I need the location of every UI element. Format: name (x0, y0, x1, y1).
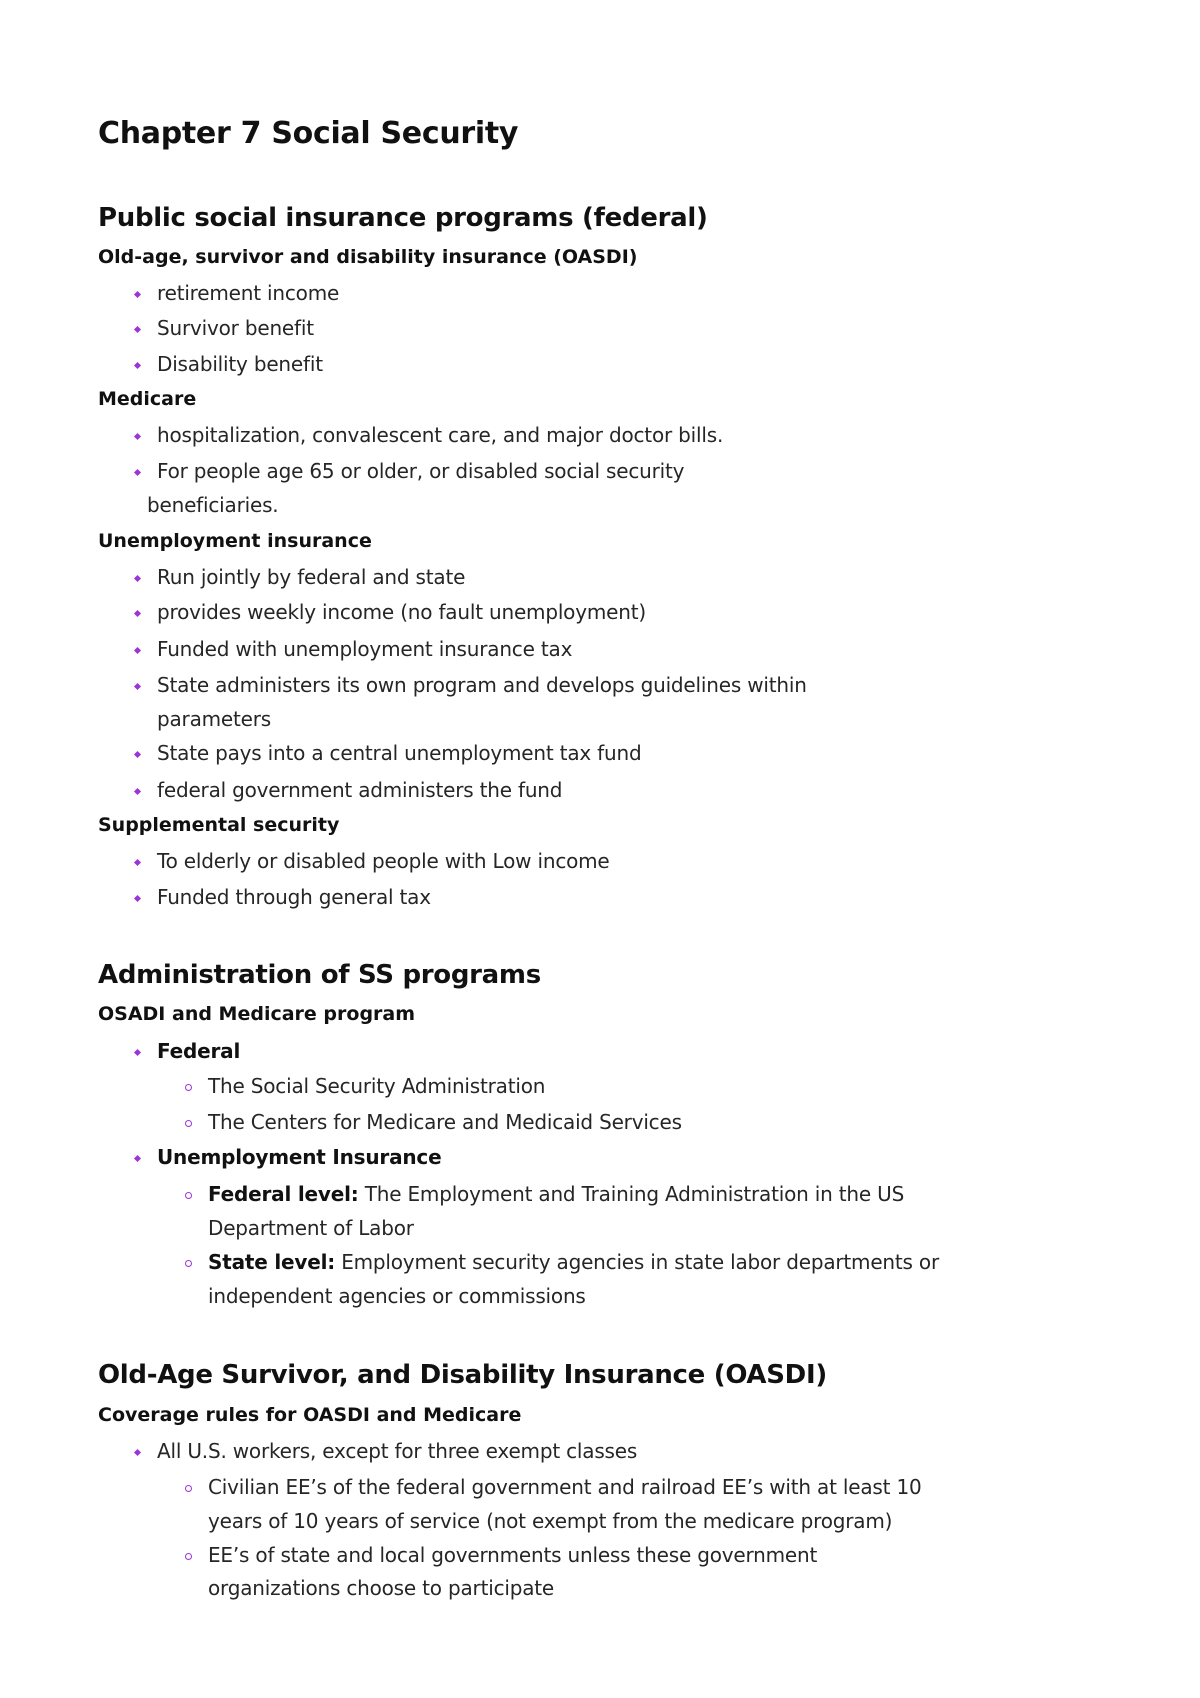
subheading-supplemental-security: Supplemental security (98, 814, 340, 836)
bullet-icon (134, 362, 141, 369)
bullet-icon (134, 683, 141, 690)
list-item: All U.S. workers, except for three exempt classes (157, 1439, 638, 1463)
subheading-oasdi: Old-age, survivor and disability insurance (OASDI) (98, 246, 638, 268)
sub-bullet-icon (185, 1260, 192, 1267)
bullet-icon (134, 859, 141, 866)
section-heading-administration: Administration of SS programs (98, 960, 541, 990)
bullet-icon (134, 788, 141, 795)
page-title: Chapter 7 Social Security (98, 116, 519, 151)
list-item: Run jointly by federal and state (157, 565, 466, 589)
bullet-icon (134, 751, 141, 758)
bullet-icon (134, 1155, 141, 1162)
state-level-label: State level: (208, 1250, 336, 1274)
sub-bullet-icon (185, 1084, 192, 1091)
bullet-icon (134, 1049, 141, 1056)
sub-list-item-federal-level (208, 1177, 904, 1211)
list-item: State pays into a central unemployment tax fund (157, 741, 642, 765)
bullet-icon (134, 610, 141, 617)
sub-list-item-state-level (208, 1245, 939, 1279)
federal-level-label: Federal level: (208, 1182, 359, 1206)
sub-bullet-icon (185, 1192, 192, 1199)
bullet-icon (134, 895, 141, 902)
bullet-icon (134, 326, 141, 333)
sub-list-item-continuation: years of 10 years of service (not exempt from the medicare program) (208, 1509, 893, 1533)
bullet-icon (134, 575, 141, 582)
list-item-federal: Federal (157, 1039, 241, 1063)
bullet-icon (134, 433, 141, 440)
list-item: Funded with unemployment insurance tax (157, 637, 573, 661)
sub-bullet-icon (185, 1553, 192, 1560)
bullet-icon (134, 647, 141, 654)
state-level-text: Employment security agencies in state labor departments or (341, 1250, 939, 1274)
list-item: Disability benefit (157, 352, 323, 376)
sub-list-item-continuation: independent agencies or commissions (208, 1284, 586, 1308)
section-heading-public-programs: Public social insurance programs (federal) (98, 203, 708, 233)
section-heading-oasdi: Old-Age Survivor, and Disability Insurance (OASDI) (98, 1360, 827, 1390)
sub-bullet-icon (185, 1485, 192, 1492)
list-item-unemployment: Unemployment Insurance (157, 1145, 442, 1169)
list-item: State administers its own program and develops guidelines within (157, 673, 807, 697)
subheading-unemployment-insurance: Unemployment insurance (98, 530, 372, 552)
list-item: federal government administers the fund (157, 778, 563, 802)
list-item: Survivor benefit (157, 316, 314, 340)
list-item: provides weekly income (no fault unemployment) (157, 600, 646, 624)
bullet-icon (134, 1449, 141, 1456)
subheading-medicare: Medicare (98, 388, 197, 410)
bullet-icon (134, 469, 141, 476)
sub-list-item: The Centers for Medicare and Medicaid Services (208, 1110, 682, 1134)
bullet-icon (134, 291, 141, 298)
subheading-coverage-rules: Coverage rules for OASDI and Medicare (98, 1404, 522, 1426)
sub-list-item-continuation: Department of Labor (208, 1216, 414, 1240)
list-item: Funded through general tax (157, 885, 431, 909)
federal-level-text: The Employment and Training Administration in the US (364, 1182, 905, 1206)
subheading-osadi-medicare: OSADI and Medicare program (98, 1003, 416, 1025)
sub-list-item: The Social Security Administration (208, 1074, 546, 1098)
sub-bullet-icon (185, 1120, 192, 1127)
sub-list-item: EE’s of state and local governments unless these government (208, 1543, 818, 1567)
list-item: retirement income (157, 281, 340, 305)
list-item: To elderly or disabled people with Low income (157, 849, 610, 873)
list-item-continuation: parameters (157, 707, 272, 731)
sub-list-item-continuation: organizations choose to participate (208, 1576, 555, 1600)
sub-list-item: Civilian EE’s of the federal government and railroad EE’s with at least 10 (208, 1475, 922, 1499)
list-item: hospitalization, convalescent care, and major doctor bills. (157, 423, 724, 447)
list-item: For people age 65 or older, or disabled social security (157, 459, 685, 483)
list-item-continuation: beneficiaries. (147, 493, 279, 517)
